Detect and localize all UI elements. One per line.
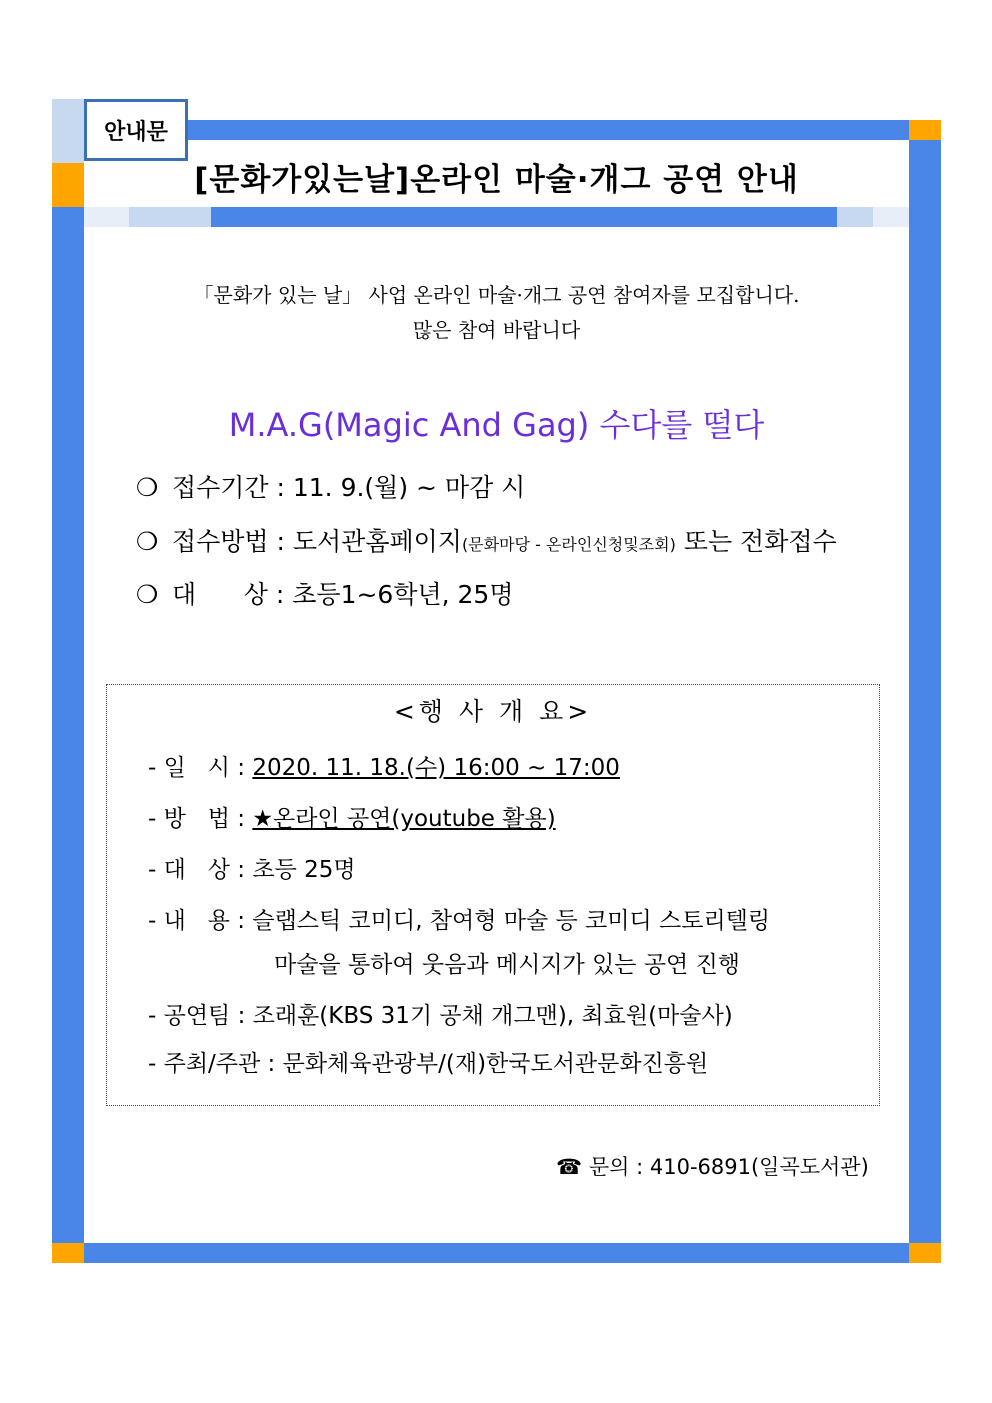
- row-value: 슬랩스틱 코미디, 참여형 마술 등 코미디 스토리텔링: [252, 908, 771, 934]
- overview-row-date: [148, 749, 620, 782]
- info-item-period: [136, 468, 525, 504]
- title-stripe: [129, 207, 211, 227]
- frame-bottom-left-corner: [52, 1243, 84, 1263]
- notice-tag: 안내문: [84, 99, 188, 161]
- frame-top-right-corner: [909, 120, 941, 140]
- row-label: - 공연팀 :: [148, 1003, 253, 1029]
- info-value-detail: (문화마당 - 온라인신청및조회): [461, 535, 676, 554]
- info-value: 11. 9.(월) ~ 마감 시: [292, 473, 526, 502]
- row-label: - 방 법 :: [148, 806, 253, 832]
- info-value: 초등1~6학년, 25명: [292, 580, 514, 609]
- contact-text: 문의 : 410-6891(일곡도서관): [588, 1155, 869, 1179]
- row-value: 초등 25명: [252, 857, 356, 883]
- frame-left-bar: [52, 207, 84, 1243]
- bullet-icon: ❍: [136, 527, 159, 556]
- row-value: 조래훈(KBS 31기 공채 개그맨), 최효원(마술사): [252, 1003, 733, 1029]
- overview-title: <행 사 개 요>: [393, 697, 593, 726]
- row-label: - 내 용 :: [148, 908, 253, 934]
- info-label: 대 상 :: [171, 580, 293, 609]
- title-stripe: [873, 207, 909, 227]
- overview-box: [106, 684, 880, 1106]
- overview-row-content-cont: 마술을 통하여 웃음과 메시지가 있는 공연 진행: [274, 952, 741, 978]
- overview-row-content: [148, 902, 770, 935]
- info-value-extra: 또는 전화접수: [675, 527, 837, 556]
- frame-left-light-block: [52, 99, 84, 163]
- row-value: 2020. 11. 18.(수) 16:00 ~ 17:00: [252, 755, 620, 781]
- title-stripe: [837, 207, 873, 227]
- page-title: [문화가있는날]온라인 마술·개그 공연 안내: [194, 162, 799, 198]
- info-value: 도서관홈페이지: [292, 527, 462, 556]
- phone-icon: ☎: [556, 1155, 583, 1179]
- title-stripe: [211, 207, 837, 227]
- row-label: - 대 상 :: [148, 857, 253, 883]
- row-label: - 일 시 :: [148, 755, 253, 781]
- intro-line-1: 「문화가 있는 날」 사업 온라인 마술·개그 공연 참여자를 모집합니다.: [193, 283, 800, 307]
- bullet-icon: ❍: [136, 580, 159, 609]
- frame-bottom-right-corner: [909, 1243, 941, 1263]
- frame-right-bar: [909, 140, 941, 1243]
- contact-info: [556, 1151, 869, 1181]
- row-value: ★온라인 공연(youtube 활용): [252, 806, 556, 832]
- row-value: 문화체육관광부/(재)한국도서관문화진흥원: [282, 1051, 709, 1077]
- info-item-target: [136, 575, 513, 611]
- frame-top-bar: [84, 120, 909, 140]
- event-subtitle: M.A.G(Magic And Gag) 수다를 떨다: [228, 406, 765, 444]
- intro-line-2: 많은 참여 바랍니다: [412, 318, 581, 342]
- info-label: 접수기간 :: [171, 473, 293, 502]
- title-stripe: [84, 207, 129, 227]
- overview-row-target: [148, 851, 356, 884]
- frame-left-accent-block: [52, 163, 84, 207]
- overview-row-method: [148, 800, 556, 833]
- row-label: - 주최/주관 :: [148, 1051, 283, 1077]
- info-label: 접수방법 :: [171, 527, 293, 556]
- overview-row-host: [148, 1045, 708, 1078]
- frame-bottom-bar: [84, 1243, 909, 1263]
- bullet-icon: ❍: [136, 473, 159, 502]
- overview-row-team: [148, 997, 733, 1030]
- info-item-method: [136, 522, 837, 558]
